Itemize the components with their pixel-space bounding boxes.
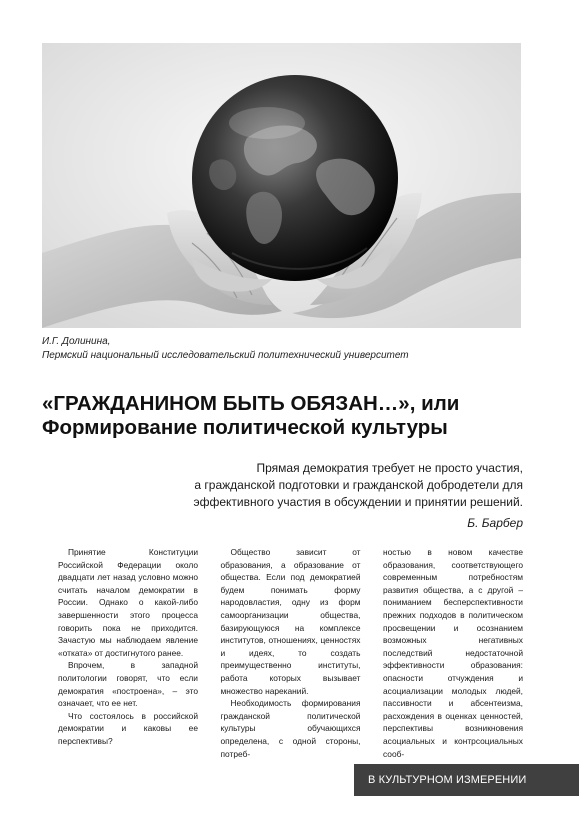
paragraph: Общество зависит от образования, а образование от общества. Если под демократией будем понимать форму народовластия, одну из форм самоорганизации общества, базирующуюся на комплексе институтов, отношениях, ценностях и идеях, то создать преимущественно институты, работа которых вызывает множество нареканий. [220, 547, 361, 696]
section-tab [354, 764, 579, 796]
paragraph: Необходимость формирования гражданской политической культуры обучающихся определена, с одной стороны, потреб- [220, 698, 361, 759]
paragraph: Принятие Конституции Российской Федерации около двадцати лет назад условно можно считать началом демократии в России. Однако о какой-либо завершенности этого процесса говорить пока не приходится. Зачастую мы наблюдаем явление «отката» от достигнутого ранее. [58, 547, 198, 658]
epigraph-line: эффективного участия в обсуждении и принятии решений. [193, 495, 523, 509]
author-affiliation: Пермский национальный исследовательский политехнический университет [42, 350, 409, 361]
text-column-1 [58, 546, 198, 751]
title-line-1: «ГРАЖДАНИНОМ БЫТЬ ОБЯЗАН…», или [42, 392, 460, 415]
paragraph: Впрочем, в западной политологии говорят, что если демократия «построена», – это означает, что ее нет. [58, 660, 198, 709]
author-block [42, 335, 542, 363]
epigraph-source: Б. Барбер [467, 516, 523, 530]
author-name: И.Г. Долинина, [42, 336, 111, 347]
section-tab-label: В КУЛЬТУРНОМ ИЗМЕРЕНИИ [368, 774, 527, 786]
earth-in-hands-photo [42, 43, 521, 328]
article-title [42, 392, 542, 440]
epigraph-line: а гражданской подготовки и гражданской добродетели для [194, 478, 523, 492]
title-line-2: Формирование политической культуры [42, 416, 448, 439]
text-column-3 [383, 546, 523, 759]
paragraph: Что состоялось в российской демократии и каковы ее перспективы? [58, 710, 198, 746]
epigraph-line: Прямая демократия требует не просто участия, [256, 461, 523, 475]
epigraph [103, 460, 523, 532]
article-body [58, 546, 523, 759]
text-column-2 [220, 546, 361, 759]
earth-in-hands-icon [42, 43, 521, 328]
paragraph: ностью в новом качестве образования, соответствующего современным потребностям развития общества, а с другой – пониманием бесперспективности прежних подходов в политическом просвещении и осознанием возможных негативных последствий недостаточной эффективности образования: опасности отчуждения и асоциализации молодых людей, пассивности и абсентеизма, расхождения в оценках ценностей, перспективы возникновения асоциальных и контрсоциальных сооб- [383, 547, 523, 759]
